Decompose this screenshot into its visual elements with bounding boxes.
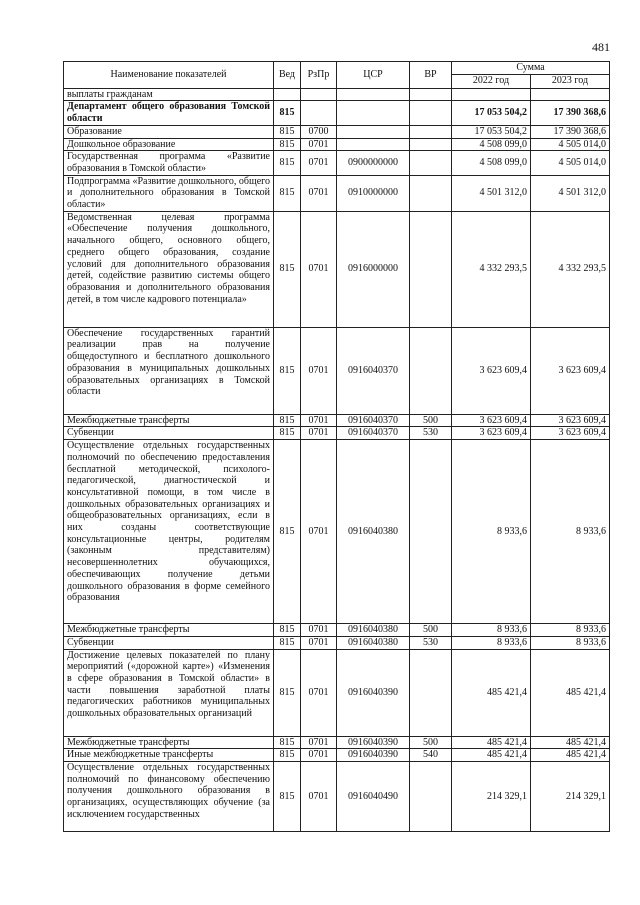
row-vr-cell: 540 <box>410 749 452 762</box>
table-row <box>64 101 610 125</box>
row-csr-cell: 0916000000 <box>337 211 410 327</box>
row-csr-cell <box>337 125 410 138</box>
row-ved-cell <box>274 88 301 101</box>
table-body <box>64 88 610 831</box>
row-csr-cell: 0916040370 <box>337 414 410 427</box>
row-sum-2023-cell: 485 421,4 <box>531 736 610 749</box>
row-sum-2023-cell: 17 390 368,6 <box>531 101 610 125</box>
table-row <box>64 440 610 624</box>
row-sum-2022-cell: 17 053 504,2 <box>452 101 531 125</box>
table-row <box>64 636 610 649</box>
row-vr-cell <box>410 151 452 175</box>
row-name-cell: Межбюджетные трансферты <box>64 736 274 749</box>
header-year-2022: 2022 год <box>452 74 531 88</box>
row-ved-cell: 815 <box>274 138 301 151</box>
row-sum-2022-cell: 3 623 609,4 <box>452 327 531 414</box>
row-sum-2022-cell: 4 508 099,0 <box>452 138 531 151</box>
table-row <box>64 151 610 175</box>
row-name-cell: Департамент общего образования Томской области <box>64 101 274 125</box>
row-vr-cell <box>410 761 452 831</box>
row-rzpr-cell: 0701 <box>301 175 337 211</box>
row-sum-2023-cell: 485 421,4 <box>531 749 610 762</box>
table-row <box>64 138 610 151</box>
row-ved-cell: 815 <box>274 414 301 427</box>
row-vr-cell: 530 <box>410 427 452 440</box>
row-ved-cell: 815 <box>274 427 301 440</box>
row-sum-2022-cell: 4 332 293,5 <box>452 211 531 327</box>
row-sum-2023-cell: 4 501 312,0 <box>531 175 610 211</box>
row-ved-cell: 815 <box>274 101 301 125</box>
row-vr-cell <box>410 138 452 151</box>
row-rzpr-cell: 0701 <box>301 151 337 175</box>
header-name: Наименование показателей <box>64 62 274 89</box>
row-rzpr-cell: 0701 <box>301 649 337 736</box>
budget-table <box>63 61 610 832</box>
row-name-cell: Дошкольное образование <box>64 138 274 151</box>
row-sum-2023-cell: 3 623 609,4 <box>531 414 610 427</box>
row-rzpr-cell: 0701 <box>301 211 337 327</box>
row-vr-cell: 500 <box>410 414 452 427</box>
row-name-cell: Иные межбюджетные трансферты <box>64 749 274 762</box>
table-row <box>64 175 610 211</box>
row-name-cell: Межбюджетные трансферты <box>64 624 274 637</box>
row-csr-cell: 0916040390 <box>337 649 410 736</box>
row-sum-2023-cell: 4 505 014,0 <box>531 151 610 175</box>
row-sum-2022-cell <box>452 88 531 101</box>
table-row <box>64 211 610 327</box>
table-row <box>64 761 610 831</box>
row-vr-cell <box>410 175 452 211</box>
row-sum-2023-cell: 4 505 014,0 <box>531 138 610 151</box>
row-name-cell: Достижение целевых показателей по плану мероприятий («дорожной карте») «Изменения в сфере образования в Томской области» в части повышения заработной платы педагогических работников муниципальных дошкольных образовательных организаций <box>64 649 274 736</box>
row-csr-cell: 0916040370 <box>337 427 410 440</box>
row-rzpr-cell: 0701 <box>301 138 337 151</box>
row-rzpr-cell: 0701 <box>301 624 337 637</box>
row-ved-cell: 815 <box>274 175 301 211</box>
table-row <box>64 88 610 101</box>
row-sum-2022-cell: 485 421,4 <box>452 749 531 762</box>
row-rzpr-cell: 0701 <box>301 736 337 749</box>
row-sum-2022-cell: 8 933,6 <box>452 624 531 637</box>
row-sum-2023-cell: 4 332 293,5 <box>531 211 610 327</box>
row-sum-2022-cell: 214 329,1 <box>452 761 531 831</box>
header-ved: Вед <box>274 62 301 89</box>
table-row <box>64 749 610 762</box>
row-csr-cell: 0916040380 <box>337 440 410 624</box>
row-vr-cell: 500 <box>410 736 452 749</box>
row-sum-2022-cell: 17 053 504,2 <box>452 125 531 138</box>
row-csr-cell: 0900000000 <box>337 151 410 175</box>
row-name-cell: выплаты гражданам <box>64 88 274 101</box>
row-sum-2023-cell: 17 390 368,6 <box>531 125 610 138</box>
row-sum-2023-cell: 3 623 609,4 <box>531 427 610 440</box>
table-row <box>64 736 610 749</box>
row-rzpr-cell: 0701 <box>301 440 337 624</box>
row-sum-2022-cell: 3 623 609,4 <box>452 414 531 427</box>
header-csr: ЦСР <box>337 62 410 89</box>
row-vr-cell: 500 <box>410 624 452 637</box>
row-csr-cell <box>337 88 410 101</box>
table-row <box>64 624 610 637</box>
row-ved-cell: 815 <box>274 125 301 138</box>
table-row <box>64 427 610 440</box>
row-sum-2022-cell: 485 421,4 <box>452 649 531 736</box>
row-name-cell: Подпрограмма «Развитие дошкольного, общего и дополнительного образования в Томской области» <box>64 175 274 211</box>
row-csr-cell: 0916040380 <box>337 636 410 649</box>
row-sum-2022-cell: 8 933,6 <box>452 440 531 624</box>
row-sum-2023-cell: 8 933,6 <box>531 440 610 624</box>
row-sum-2023-cell: 485 421,4 <box>531 649 610 736</box>
row-csr-cell: 0916040390 <box>337 736 410 749</box>
row-rzpr-cell: 0701 <box>301 414 337 427</box>
header-summa: Сумма <box>452 62 610 75</box>
row-ved-cell: 815 <box>274 649 301 736</box>
row-sum-2023-cell: 8 933,6 <box>531 636 610 649</box>
row-vr-cell <box>410 440 452 624</box>
row-sum-2022-cell: 485 421,4 <box>452 736 531 749</box>
row-csr-cell: 0916040380 <box>337 624 410 637</box>
table-row <box>64 327 610 414</box>
row-name-cell: Межбюджетные трансферты <box>64 414 274 427</box>
row-sum-2022-cell: 4 501 312,0 <box>452 175 531 211</box>
row-csr-cell: 0916040490 <box>337 761 410 831</box>
row-ved-cell: 815 <box>274 440 301 624</box>
row-sum-2023-cell <box>531 88 610 101</box>
row-csr-cell <box>337 138 410 151</box>
row-rzpr-cell: 0701 <box>301 761 337 831</box>
header-year-2023: 2023 год <box>531 74 610 88</box>
row-rzpr-cell: 0701 <box>301 327 337 414</box>
row-rzpr-cell <box>301 101 337 125</box>
row-vr-cell <box>410 125 452 138</box>
row-name-cell: Государственная программа «Развитие образования в Томской области» <box>64 151 274 175</box>
row-ved-cell: 815 <box>274 636 301 649</box>
row-ved-cell: 815 <box>274 624 301 637</box>
table-row <box>64 649 610 736</box>
row-vr-cell <box>410 211 452 327</box>
row-sum-2023-cell: 214 329,1 <box>531 761 610 831</box>
table-row <box>64 414 610 427</box>
row-rzpr-cell: 0700 <box>301 125 337 138</box>
row-csr-cell: 0916040370 <box>337 327 410 414</box>
row-rzpr-cell: 0701 <box>301 427 337 440</box>
row-ved-cell: 815 <box>274 736 301 749</box>
row-ved-cell: 815 <box>274 151 301 175</box>
row-vr-cell <box>410 101 452 125</box>
row-csr-cell: 0916040390 <box>337 749 410 762</box>
row-sum-2023-cell: 3 623 609,4 <box>531 327 610 414</box>
row-sum-2022-cell: 4 508 099,0 <box>452 151 531 175</box>
row-csr-cell <box>337 101 410 125</box>
row-name-cell: Осуществление отдельных государственных полномочий по финансовому обеспечению получения дошкольного образования в организациях, осуществляющих обучение (за исключением государственных <box>64 761 274 831</box>
row-name-cell: Образование <box>64 125 274 138</box>
row-csr-cell: 0910000000 <box>337 175 410 211</box>
row-name-cell: Субвенции <box>64 636 274 649</box>
row-ved-cell: 815 <box>274 761 301 831</box>
table-row <box>64 125 610 138</box>
row-ved-cell: 815 <box>274 749 301 762</box>
row-name-cell: Субвенции <box>64 427 274 440</box>
row-sum-2023-cell: 8 933,6 <box>531 624 610 637</box>
header-rzpr: РзПр <box>301 62 337 89</box>
row-vr-cell <box>410 649 452 736</box>
row-rzpr-cell: 0701 <box>301 749 337 762</box>
row-rzpr-cell <box>301 88 337 101</box>
header-vr: ВР <box>410 62 452 89</box>
row-sum-2022-cell: 3 623 609,4 <box>452 427 531 440</box>
row-name-cell: Обеспечение государственных гарантий реализации прав на получение общедоступного и бесплатного дошкольного образования в муниципальных дошкольных образовательных организациях в Томской области <box>64 327 274 414</box>
row-vr-cell: 530 <box>410 636 452 649</box>
row-ved-cell: 815 <box>274 211 301 327</box>
page-number: 481 <box>592 40 610 54</box>
row-name-cell: Осуществление отдельных государственных полномочий по обеспечению предоставления бесплатной методической, психолого-педагогической, диагностической и консультативной помощи, в том числе в дошкольных образовательных организациях и общеобразовательных организациях, если в них созданы соответствующие консультационные центры, родителям (законным представителям) несовершеннолетних обучающихся, обеспечивающих получение детьми дошкольного образования в форме семейного образования <box>64 440 274 624</box>
row-vr-cell <box>410 88 452 101</box>
row-sum-2022-cell: 8 933,6 <box>452 636 531 649</box>
row-ved-cell: 815 <box>274 327 301 414</box>
row-vr-cell <box>410 327 452 414</box>
row-rzpr-cell: 0701 <box>301 636 337 649</box>
row-name-cell: Ведомственная целевая программа «Обеспечение получения дошкольного, начального общего, основного общего, среднего общего образования, создание условий для дополнительного образования детей, содействие развитию системы общего образования и дополнительного образования детей, в том числе кадрового потенциала» <box>64 211 274 327</box>
